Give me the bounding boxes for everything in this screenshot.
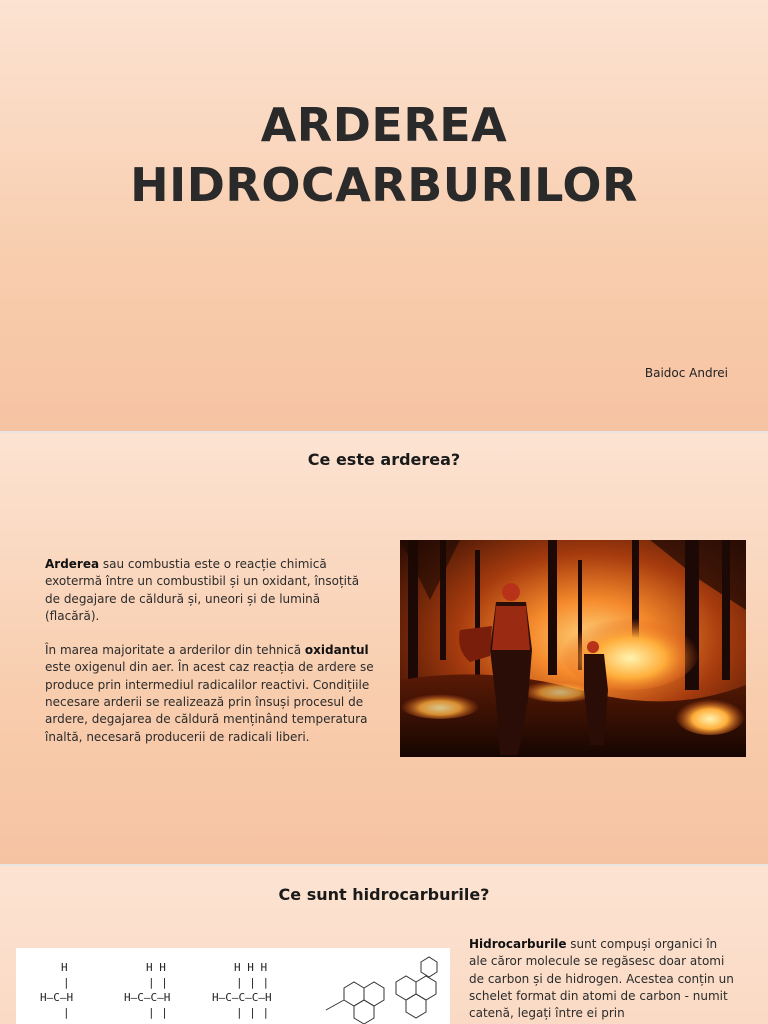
svg-text:| |: | |: [148, 1006, 168, 1019]
svg-text:| |: | |: [148, 976, 168, 989]
svg-text:H H H: H H H: [234, 961, 268, 974]
svg-text:| | |: | | |: [236, 1006, 270, 1019]
paragraph-1-text: sau combustia este o reacție chimică exotermă între un combustibil și un oxidant, însoțită de degajare de căldură și, uneori și de lumină (flacără).: [45, 557, 360, 623]
svg-text:|: |: [63, 1006, 70, 1019]
paragraph-1: [45, 556, 375, 625]
term-hidrocarburile: Hidrocarburile: [469, 937, 567, 951]
paragraph-2-text: este oxigenul din aer. În acest caz reacția de ardere se produce prin intermediul radicalilor reactivi. Condițiile necesare arderii se realizează prin însuși procesul de ardere, degajarea de căldură menținând temperatura înaltă, necesară producerii de radicali liberi.: [45, 660, 374, 744]
svg-text:H: H: [61, 961, 68, 974]
slide-heading: Ce sunt hidrocarburile?: [278, 885, 490, 904]
combustion-definition: [45, 556, 375, 763]
svg-text:H—C—H: H—C—H: [40, 991, 74, 1004]
paragraph-2-start: În marea majoritate a arderilor din tehnică: [45, 643, 305, 658]
slide-heading: Ce este arderea?: [307, 450, 461, 469]
hydrocarbon-structure-diagram: [16, 948, 450, 1024]
slide-what-are-hydrocarbons: [0, 866, 768, 1024]
svg-text:H H: H H: [146, 961, 166, 974]
title-line-2: HIDROCARBURILOR: [130, 158, 638, 212]
svg-text:|: |: [63, 976, 70, 989]
forest-fire-photo: [400, 540, 746, 757]
svg-text:H—C—C—C—H: H—C—C—C—H: [212, 991, 272, 1004]
paragraph-1-text: sunt compuși organici în ale căror molecule se regăsesc doar atomi de carbon și de hidrogen. Acestea conțin un schelet format din atomi de carbon - numit catenă, legați între ei prin: [469, 937, 734, 1021]
author-name: Baidoc Andrei: [644, 366, 728, 380]
title-line-1: ARDEREA: [260, 98, 508, 152]
term-oxidantul: oxidantul: [304, 643, 369, 658]
slide-title: [0, 0, 768, 431]
hydrocarbon-definition: [469, 936, 734, 1024]
paragraph-1: [469, 936, 734, 1022]
slide-what-is-combustion: [0, 433, 768, 864]
svg-text:H—C—C—H: H—C—C—H: [124, 991, 171, 1004]
term-arderea: Arderea: [45, 557, 100, 571]
presentation-title: [0, 95, 768, 215]
svg-text:| | |: | | |: [236, 976, 270, 989]
paragraph-2: [45, 642, 375, 746]
